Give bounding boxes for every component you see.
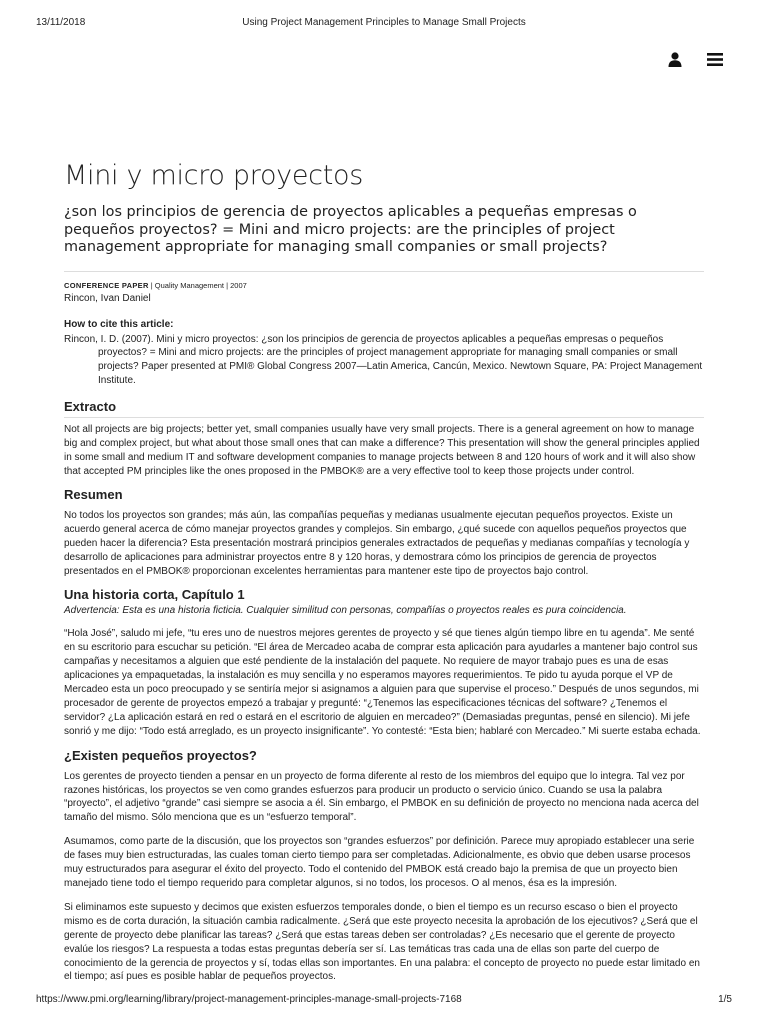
article bbox=[64, 160, 704, 984]
resumen-text: No todos los proyectos son grandes; más aún, las compañías pequeñas y medianas usualmente ejecutan pequeños proyectos. Existe un acuerdo general acerca de cómo manejar proyectos grandes y complejos. Sin embargo, ¿qué sucede con aquellos pequeños proyectos que pueden hacer la diferencia? Esta presentación mostrará principios generales extractados de pequeñas y medianas compañías y tecnología y desarrollo de aplicaciones para administrar proyectos entre 8 y 120 horas, y demostrara cómo los principios de gerencia de proyectos presentados en el PMBOK® proporcionan excelentes herramientas para mantener este tipo de proyectos bajo control. bbox=[64, 509, 690, 577]
print-url: https://www.pmi.org/learning/library/project-management-principles-manage-small-projects-7168 bbox=[36, 994, 462, 1005]
section-heading-existen: ¿Existen pequeños proyectos? bbox=[64, 747, 257, 763]
section-heading-historia: Una historia corta, Capítulo 1 bbox=[64, 587, 245, 603]
section-heading-extracto: Extracto bbox=[64, 399, 704, 418]
article-title: Mini y micro proyectos bbox=[64, 160, 363, 191]
article-subtitle: ¿son los principios de gerencia de proyectos aplicables a pequeñas empresas o pequeños proyectos? = Mini and micro projects: are the principles of project management appropriate for managing small companies or small projects? bbox=[64, 204, 637, 255]
section-heading-resumen: Resumen bbox=[64, 486, 123, 502]
article-type: CONFERENCE PAPER bbox=[64, 280, 149, 290]
cite-heading: How to cite this article: bbox=[64, 318, 174, 330]
existen-paragraph-3: Si eliminamos este supuesto y decimos que existen esfuerzos temporales donde, o bien el tiempo es un recurso escaso o bien el proyecto mismo es de corta duración, la situación cambia radicalmente. ¿Será que este proyecto necesita la aprobación de los ejecutivos? ¿Será que el gerente de proyecto debe planificar las tareas? ¿Será que estas tareas deben ser controladas? ¿Es necesario que el gerente de proyecto evalúe los riesgos? La respuesta a todas estas preguntas debería ser sí. Las temáticas tras cada una de ellas son parte del cuerpo de conocimiento de la gerencia de proyectos y sí, todas ellas son importantes. En una palabra: el concepto de proyecto no puede estar limitado en el tiempo; así pues es posible hablar de pequeños proyectos. bbox=[64, 901, 700, 983]
existen-paragraph-1: Los gerentes de proyecto tienden a pensar en un proyecto de forma diferente al resto de los miembros del equipo que lo integra. Tal vez por razones históricas, los proyectos se ven como grandes esfuerzos para producir un producto o servicio único. Cuando se usa la palabra “proyecto”, el adjetivo “grande” casi siempre se asocia a él. Sin embargo, el PMBOK en su definición de proyecto no menciona nada acerca del tamaño del mismo. Sólo menciona que es un “esfuerzo temporal”. bbox=[64, 770, 699, 824]
article-author: Rincon, Ivan Daniel bbox=[64, 292, 151, 304]
article-meta bbox=[64, 281, 704, 290]
meta-separator: | bbox=[148, 280, 155, 290]
existen-paragraph-2: Asumamos, como parte de la discusión, que los proyectos son “grandes esfuerzos” por definición. Parece muy apropiado establecer una serie de fases muy bien estructuradas, las cuales toman cierto tiempo para ser completadas. Adicionalmente, es obvio que deben usarse procesos muy estructurados para asegurar el éxito del proyecto. Todo el contenido del PMBOK está creado bajo la premisa de que un proyecto bien manejado tiene todo el tiempo requerido para completar algunos, si no todos, los procesos. O al menos, ésa es la impresión. bbox=[64, 836, 695, 889]
historia-text: “Hola José”, saludo mi jefe, “tu eres uno de nuestros mejores gerentes de proyecto y sé que tienes algún tiempo libre en tu agenda”. Me senté en su escritorio para escuchar su petición. “El área de Mercadeo acaba de comprar esta aplicación para ayudarles a mantener bajo control sus campañas y necesitamos a alguien que esté pendiente de la instalación del paquete. No requiere de mayor trabajo pues es una de esas aplicaciones ya empaquetadas, la instalación es muy sencilla y no esperamos mayores requerimientos. Te pido tu ayuda porque el VP de Mercadeo esta un poco preocupado y se sentiría mejor si asignamos a alguien para que supervise el proceso.” Después de unos segundos, mi procesador de gerente de proyectos empezó a trabajar y pregunté: “¿Tenemos las especificaciones técnicas del software? ¿Tenemos el servidor? ¿La aplicación estará en red o estará en el escritorio de alguien en mercadeo?” (Demasiadas preguntas, pensé en silencio). Mi jefe sonrió y me dijo: “Todo está arreglado, es un proyecto insignificante”. Yo contesté: “Esta bien; hablaré con Mercadeo.” Mi suerte estaba echada. bbox=[64, 628, 701, 737]
citation: Rincon, I. D. (2007). Mini y micro proyectos: ¿son los principios de gerencia de proyectos aplicables a pequeñas empresas o pequeños proyectos? = Mini and micro projects: are the principles of project management appropriate for managing small companies or small projects? Paper presented at PMI® Global Congress 2007—Latin America, Cancún, Mexico. Newtown Square, PA: Project Management Institute. bbox=[64, 333, 703, 386]
print-page-title: Using Project Management Principles to Manage Small Projects bbox=[242, 17, 526, 28]
article-year: 2007 bbox=[230, 280, 247, 290]
print-header bbox=[36, 17, 732, 31]
user-icon[interactable] bbox=[666, 50, 684, 68]
print-page-number: 1/5 bbox=[718, 994, 732, 1005]
divider bbox=[64, 271, 704, 272]
header-icons bbox=[666, 50, 724, 68]
extracto-text: Not all projects are big projects; better yet, small companies usually have very small projects. There is a general agreement on how to manage big and complex project, but what about those small ones that can make a difference? This presentation will show the general principles applied in some small and medium IT and software development companies to manage projects between 8 and 120 hours of work and it will also show that accepted PM principles like the ones proposed in the PMBOK® are a very effective tool to keep those projects under control. bbox=[64, 424, 700, 478]
hamburger-menu-icon[interactable] bbox=[706, 50, 724, 68]
article-category-link[interactable]: Quality Management bbox=[154, 280, 224, 290]
historia-warning: Advertencia: Esta es una historia ficticia. Cualquier similitud con personas, compañías o proyectos reales es pura coincidencia. bbox=[64, 605, 627, 617]
print-date: 13/11/2018 bbox=[36, 17, 86, 28]
meta-separator: | bbox=[224, 280, 231, 290]
